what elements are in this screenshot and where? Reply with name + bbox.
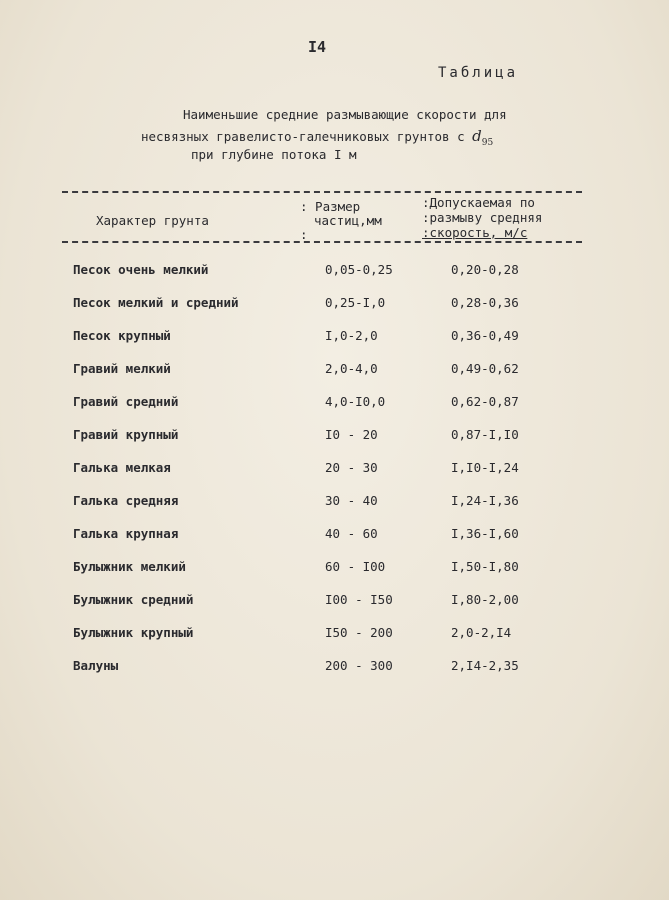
- soil-type-cell: Песок очень мелкий: [73, 262, 209, 277]
- particle-size-cell: 20 - 30: [325, 460, 378, 475]
- table-row: [0, 390, 669, 423]
- soil-type-cell: Валуны: [73, 658, 119, 673]
- particle-size-cell: 2,0-4,0: [325, 361, 378, 376]
- table-row: [0, 258, 669, 291]
- particle-size-cell: 0,25-I,0: [325, 295, 386, 310]
- particle-size-cell: I50 - 200: [325, 625, 393, 640]
- page-number: I4: [308, 38, 327, 56]
- header-speed-line-3: :скорость, м/с: [422, 225, 528, 240]
- table-row: [0, 654, 669, 687]
- soil-type-cell: Песок мелкий и средний: [73, 295, 239, 310]
- particle-size-cell: 60 - I00: [325, 559, 386, 574]
- velocity-cell: 0,62-0,87: [451, 394, 519, 409]
- particle-size-cell: I,0-2,0: [325, 328, 378, 343]
- particle-size-cell: 200 - 300: [325, 658, 393, 673]
- table-title-line-1: Наименьшие средние размывающие скорости для: [183, 107, 507, 122]
- table-row: [0, 621, 669, 654]
- velocity-cell: I,36-I,60: [451, 526, 519, 541]
- table-row: [0, 324, 669, 357]
- d-letter: d: [472, 127, 482, 145]
- soil-type-cell: Галька крупная: [73, 526, 179, 541]
- header-size-line-2: частиц,мм: [314, 213, 382, 228]
- header-speed-line-2: :размыву средняя: [422, 210, 543, 225]
- velocity-cell: 0,36-0,49: [451, 328, 519, 343]
- velocity-cell: 0,87-I,I0: [451, 427, 519, 442]
- d-subscript: 95: [481, 138, 494, 148]
- particle-size-cell: 40 - 60: [325, 526, 378, 541]
- soil-type-cell: Песок крупный: [73, 328, 171, 343]
- velocity-cell: I,24-I,36: [451, 493, 519, 508]
- velocity-cell: 0,20-0,28: [451, 262, 519, 277]
- particle-size-cell: 4,0-I0,0: [325, 394, 386, 409]
- soil-type-cell: Булыжник средний: [73, 592, 194, 607]
- d-symbol: [472, 127, 494, 148]
- velocity-cell: 0,28-0,36: [451, 295, 519, 310]
- table-title-line-2: [141, 127, 493, 148]
- header-size-line-1: : Размер: [300, 199, 361, 214]
- table-title-line-2-text: несвязных гравелисто-галечниковых грунтов с: [141, 129, 473, 144]
- velocity-cell: 2,0-2,I4: [451, 625, 512, 640]
- soil-type-cell: Булыжник крупный: [73, 625, 194, 640]
- particle-size-cell: 0,05-0,25: [325, 262, 393, 277]
- table-row: [0, 522, 669, 555]
- table-row: [0, 357, 669, 390]
- particle-size-cell: 30 - 40: [325, 493, 378, 508]
- header-size-line-3: :: [300, 227, 308, 242]
- table-row: [0, 291, 669, 324]
- soil-type-cell: Галька средняя: [73, 493, 179, 508]
- table-title-line-3: при глубине потока I м: [191, 147, 357, 162]
- header-speed-line-1: :Допускаемая по: [422, 195, 535, 210]
- table-row: [0, 555, 669, 588]
- header-bottom-divider: [62, 241, 582, 243]
- soil-type-cell: Гравий средний: [73, 394, 179, 409]
- soil-type-cell: Гравий крупный: [73, 427, 179, 442]
- velocity-cell: 0,49-0,62: [451, 361, 519, 376]
- velocity-cell: I,50-I,80: [451, 559, 519, 574]
- soil-type-cell: Галька мелкая: [73, 460, 171, 475]
- velocity-cell: I,80-2,00: [451, 592, 519, 607]
- table-row: [0, 489, 669, 522]
- particle-size-cell: I0 - 20: [325, 427, 378, 442]
- soil-type-cell: Булыжник мелкий: [73, 559, 186, 574]
- table-label: Таблица: [438, 65, 519, 81]
- table-row: [0, 423, 669, 456]
- table-row: [0, 456, 669, 489]
- velocity-cell: I,I0-I,24: [451, 460, 519, 475]
- table-body: [0, 258, 669, 687]
- particle-size-cell: I00 - I50: [325, 592, 393, 607]
- table-row: [0, 588, 669, 621]
- header-soil-type: Характер грунта: [96, 213, 209, 228]
- header-top-divider: [62, 191, 582, 193]
- soil-type-cell: Гравий мелкий: [73, 361, 171, 376]
- velocity-cell: 2,I4-2,35: [451, 658, 519, 673]
